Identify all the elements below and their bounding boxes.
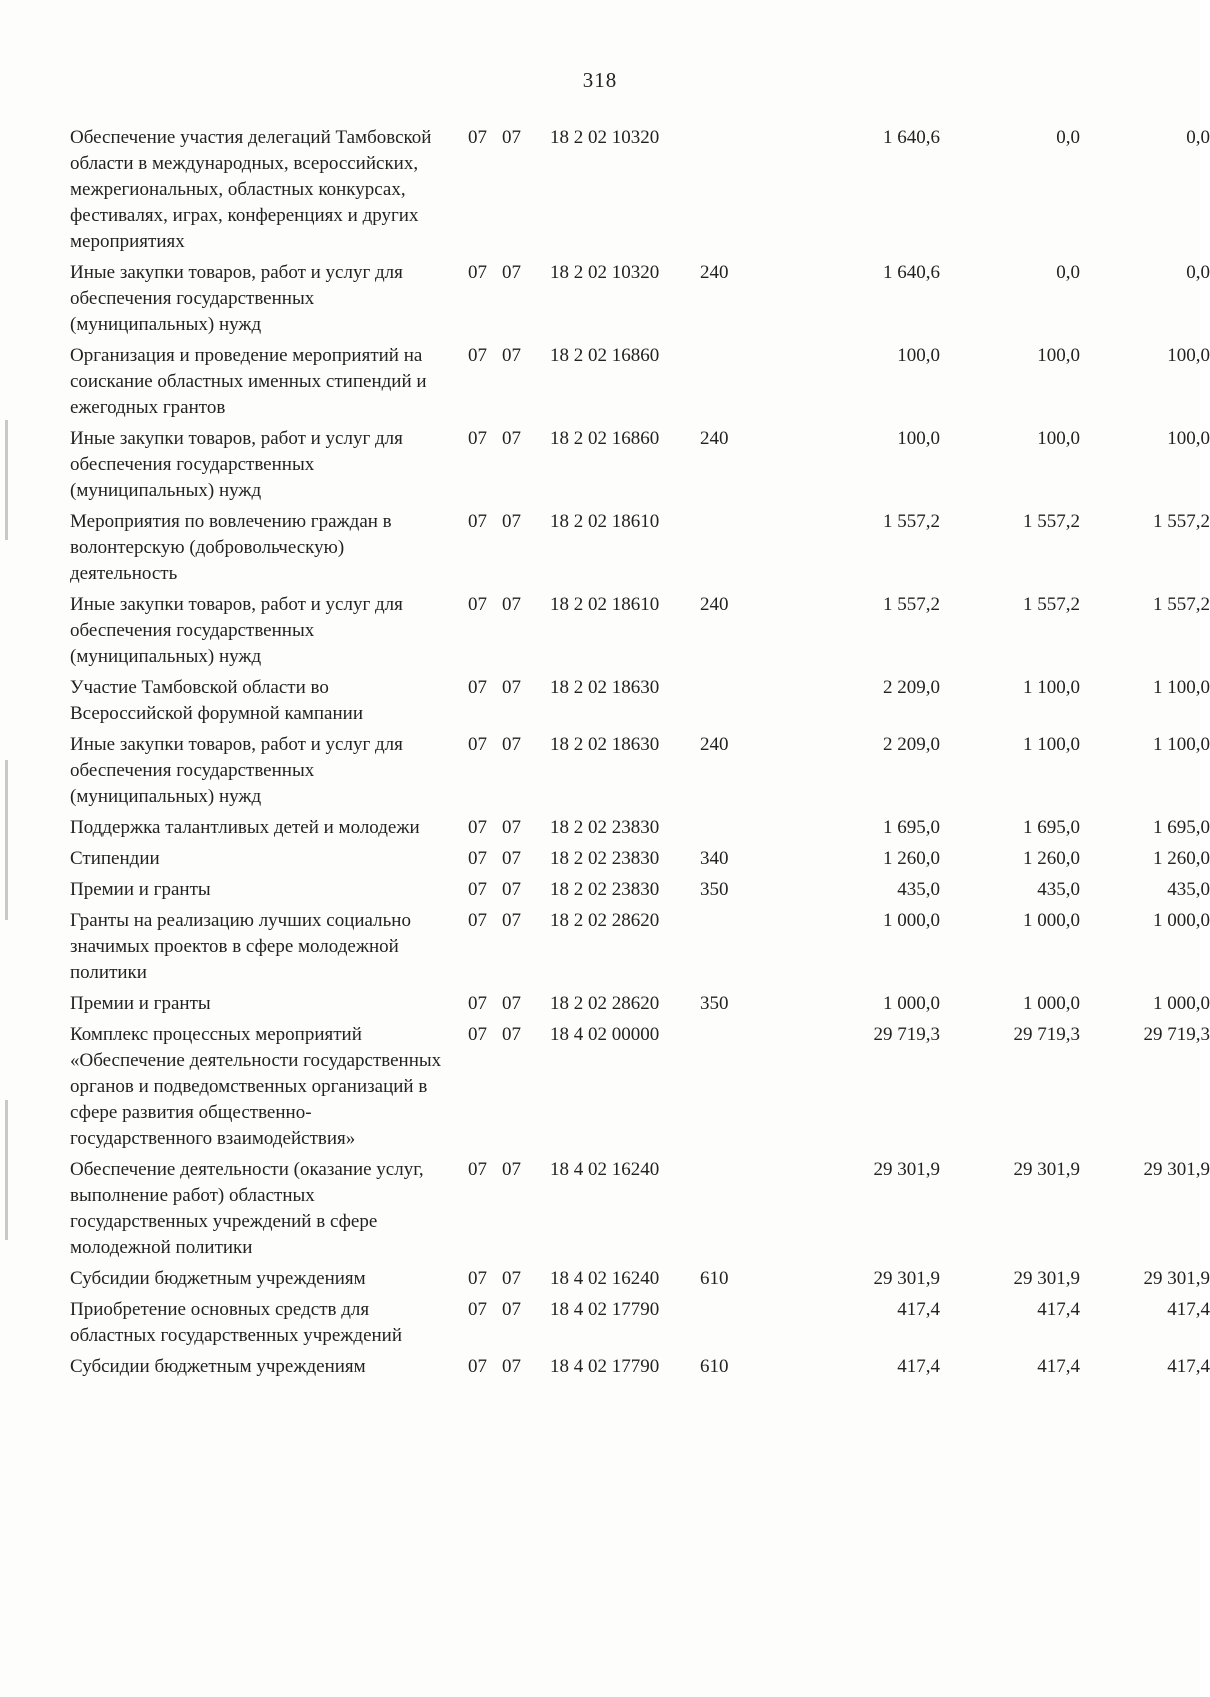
subsection-code: 07 bbox=[502, 677, 521, 698]
amount-year-3: 29 301,9 bbox=[1143, 1159, 1210, 1180]
target-article-code: 18 2 02 18630 bbox=[550, 734, 660, 755]
target-article-code: 18 2 02 23830 bbox=[550, 817, 660, 838]
target-article-code: 18 2 02 18610 bbox=[550, 594, 660, 615]
subsection-code: 07 bbox=[502, 910, 521, 931]
subsection-code: 07 bbox=[502, 428, 521, 449]
amount-year-2: 1 000,0 bbox=[1023, 993, 1080, 1014]
expense-type-code: 240 bbox=[700, 734, 729, 755]
section-code: 07 bbox=[468, 1268, 487, 1289]
amount-year-1: 417,4 bbox=[897, 1299, 940, 1320]
subsection-code: 07 bbox=[502, 1268, 521, 1289]
table-row bbox=[70, 846, 1210, 877]
row-description: Организация и проведение мероприятий на соискание областных именных стипендий и ежегодных грантов bbox=[70, 345, 427, 418]
subsection-code: 07 bbox=[502, 993, 521, 1014]
row-description: Комплекс процессных мероприятий «Обеспечение деятельности государственных органов и подведомственных организаций в сфере развития общественно-государственного взаимодействия» bbox=[70, 1024, 442, 1149]
amount-year-2: 1 260,0 bbox=[1023, 848, 1080, 869]
row-description: Приобретение основных средств для областных государственных учреждений bbox=[70, 1299, 403, 1346]
subsection-code: 07 bbox=[502, 817, 521, 838]
amount-year-3: 1 557,2 bbox=[1153, 511, 1210, 532]
expense-type-code: 240 bbox=[700, 262, 729, 283]
table-row bbox=[70, 1297, 1210, 1354]
section-code: 07 bbox=[468, 511, 487, 532]
target-article-code: 18 2 02 18610 bbox=[550, 511, 660, 532]
expense-type-code: 610 bbox=[700, 1268, 729, 1289]
amount-year-3: 1 000,0 bbox=[1153, 910, 1210, 931]
amount-year-3: 29 719,3 bbox=[1143, 1024, 1210, 1045]
table-row bbox=[70, 592, 1210, 675]
scan-edge-mark bbox=[5, 420, 8, 540]
row-description: Субсидии бюджетным учреждениям bbox=[70, 1268, 366, 1289]
section-code: 07 bbox=[468, 1299, 487, 1320]
amount-year-3: 1 695,0 bbox=[1153, 817, 1210, 838]
amount-year-3: 100,0 bbox=[1167, 345, 1210, 366]
subsection-code: 07 bbox=[502, 879, 521, 900]
section-code: 07 bbox=[468, 262, 487, 283]
amount-year-1: 100,0 bbox=[897, 345, 940, 366]
amount-year-1: 1 695,0 bbox=[883, 817, 940, 838]
amount-year-1: 29 301,9 bbox=[873, 1159, 940, 1180]
section-code: 07 bbox=[468, 127, 487, 148]
scan-edge-mark bbox=[5, 1100, 8, 1240]
target-article-code: 18 2 02 10320 bbox=[550, 127, 660, 148]
row-description: Иные закупки товаров, работ и услуг для обеспечения государственных (муниципальных) нужд bbox=[70, 594, 403, 667]
amount-year-3: 1 100,0 bbox=[1153, 734, 1210, 755]
amount-year-1: 1 557,2 bbox=[883, 594, 940, 615]
table-row bbox=[70, 1354, 1210, 1385]
target-article-code: 18 4 02 16240 bbox=[550, 1268, 660, 1289]
expense-type-code: 350 bbox=[700, 993, 729, 1014]
amount-year-3: 1 557,2 bbox=[1153, 594, 1210, 615]
row-description: Иные закупки товаров, работ и услуг для обеспечения государственных (муниципальных) нужд bbox=[70, 262, 403, 335]
amount-year-2: 417,4 bbox=[1037, 1299, 1080, 1320]
amount-year-3: 417,4 bbox=[1167, 1299, 1210, 1320]
amount-year-2: 1 000,0 bbox=[1023, 910, 1080, 931]
target-article-code: 18 2 02 23830 bbox=[550, 848, 660, 869]
expense-type-code: 340 bbox=[700, 848, 729, 869]
amount-year-3: 417,4 bbox=[1167, 1356, 1210, 1377]
table-row bbox=[70, 908, 1210, 991]
amount-year-2: 1 557,2 bbox=[1023, 511, 1080, 532]
table-row bbox=[70, 343, 1210, 426]
expense-type-code: 610 bbox=[700, 1356, 729, 1377]
amount-year-2: 29 301,9 bbox=[1013, 1268, 1080, 1289]
amount-year-2: 1 695,0 bbox=[1023, 817, 1080, 838]
amount-year-1: 1 000,0 bbox=[883, 910, 940, 931]
amount-year-1: 1 640,6 bbox=[883, 127, 940, 148]
amount-year-2: 100,0 bbox=[1037, 428, 1080, 449]
row-description: Субсидии бюджетным учреждениям bbox=[70, 1356, 366, 1377]
amount-year-3: 1 000,0 bbox=[1153, 993, 1210, 1014]
amount-year-3: 100,0 bbox=[1167, 428, 1210, 449]
page-number: 318 bbox=[582, 68, 618, 92]
table-row bbox=[70, 426, 1210, 509]
amount-year-1: 100,0 bbox=[897, 428, 940, 449]
section-code: 07 bbox=[468, 1024, 487, 1045]
expense-type-code: 240 bbox=[700, 428, 729, 449]
section-code: 07 bbox=[468, 594, 487, 615]
amount-year-2: 0,0 bbox=[1056, 262, 1080, 283]
amount-year-1: 2 209,0 bbox=[883, 677, 940, 698]
section-code: 07 bbox=[468, 879, 487, 900]
table-row bbox=[70, 125, 1210, 260]
table-row bbox=[70, 732, 1210, 815]
table-row bbox=[70, 877, 1210, 908]
amount-year-3: 1 100,0 bbox=[1153, 677, 1210, 698]
amount-year-3: 1 260,0 bbox=[1153, 848, 1210, 869]
section-code: 07 bbox=[468, 910, 487, 931]
subsection-code: 07 bbox=[502, 1024, 521, 1045]
amount-year-1: 1 000,0 bbox=[883, 993, 940, 1014]
amount-year-3: 0,0 bbox=[1186, 262, 1210, 283]
amount-year-1: 1 640,6 bbox=[883, 262, 940, 283]
row-description: Премии и гранты bbox=[70, 993, 211, 1014]
subsection-code: 07 bbox=[502, 345, 521, 366]
target-article-code: 18 4 02 00000 bbox=[550, 1024, 660, 1045]
amount-year-3: 0,0 bbox=[1186, 127, 1210, 148]
expense-type-code: 350 bbox=[700, 879, 729, 900]
amount-year-1: 435,0 bbox=[897, 879, 940, 900]
amount-year-2: 417,4 bbox=[1037, 1356, 1080, 1377]
subsection-code: 07 bbox=[502, 1356, 521, 1377]
row-description: Обеспечение участия делегаций Тамбовской области в международных, всероссийских, межрегиональных, областных конкурсах, фестивалях, играх, конференциях и других мероприятиях bbox=[70, 127, 432, 252]
section-code: 07 bbox=[468, 848, 487, 869]
section-code: 07 bbox=[468, 817, 487, 838]
target-article-code: 18 2 02 23830 bbox=[550, 879, 660, 900]
amount-year-1: 1 260,0 bbox=[883, 848, 940, 869]
table-row bbox=[70, 991, 1210, 1022]
amount-year-2: 100,0 bbox=[1037, 345, 1080, 366]
row-description: Иные закупки товаров, работ и услуг для обеспечения государственных (муниципальных) нужд bbox=[70, 734, 403, 807]
table-row bbox=[70, 1157, 1210, 1266]
amount-year-1: 417,4 bbox=[897, 1356, 940, 1377]
target-article-code: 18 2 02 28620 bbox=[550, 993, 660, 1014]
target-article-code: 18 4 02 17790 bbox=[550, 1356, 660, 1377]
section-code: 07 bbox=[468, 734, 487, 755]
section-code: 07 bbox=[468, 1356, 487, 1377]
scan-edge-mark bbox=[5, 760, 8, 920]
amount-year-2: 1 557,2 bbox=[1023, 594, 1080, 615]
table-row bbox=[70, 1266, 1210, 1297]
table-row bbox=[70, 815, 1210, 846]
amount-year-1: 1 557,2 bbox=[883, 511, 940, 532]
target-article-code: 18 2 02 28620 bbox=[550, 910, 660, 931]
amount-year-3: 29 301,9 bbox=[1143, 1268, 1210, 1289]
subsection-code: 07 bbox=[502, 511, 521, 532]
target-article-code: 18 2 02 10320 bbox=[550, 262, 660, 283]
table-row bbox=[70, 509, 1210, 592]
amount-year-2: 0,0 bbox=[1056, 127, 1080, 148]
subsection-code: 07 bbox=[502, 594, 521, 615]
subsection-code: 07 bbox=[502, 1159, 521, 1180]
subsection-code: 07 bbox=[502, 1299, 521, 1320]
subsection-code: 07 bbox=[502, 127, 521, 148]
row-description: Обеспечение деятельности (оказание услуг, выполнение работ) областных государственных учреждений в сфере молодежной политики bbox=[70, 1159, 424, 1258]
amount-year-2: 1 100,0 bbox=[1023, 734, 1080, 755]
subsection-code: 07 bbox=[502, 262, 521, 283]
row-description: Участие Тамбовской области во Всероссийской форумной кампании bbox=[70, 677, 363, 724]
amount-year-1: 29 301,9 bbox=[873, 1268, 940, 1289]
section-code: 07 bbox=[468, 1159, 487, 1180]
amount-year-2: 29 719,3 bbox=[1013, 1024, 1080, 1045]
table-row bbox=[70, 260, 1210, 343]
target-article-code: 18 2 02 16860 bbox=[550, 345, 660, 366]
target-article-code: 18 4 02 16240 bbox=[550, 1159, 660, 1180]
row-description: Мероприятия по вовлечению граждан в волонтерскую (добровольческую) деятельность bbox=[70, 511, 392, 584]
table-row bbox=[70, 675, 1210, 732]
row-description: Иные закупки товаров, работ и услуг для обеспечения государственных (муниципальных) нужд bbox=[70, 428, 403, 501]
target-article-code: 18 4 02 17790 bbox=[550, 1299, 660, 1320]
amount-year-1: 29 719,3 bbox=[873, 1024, 940, 1045]
subsection-code: 07 bbox=[502, 734, 521, 755]
target-article-code: 18 2 02 16860 bbox=[550, 428, 660, 449]
row-description: Премии и гранты bbox=[70, 879, 211, 900]
row-description: Поддержка талантливых детей и молодежи bbox=[70, 817, 420, 838]
section-code: 07 bbox=[468, 345, 487, 366]
amount-year-2: 29 301,9 bbox=[1013, 1159, 1080, 1180]
target-article-code: 18 2 02 18630 bbox=[550, 677, 660, 698]
section-code: 07 bbox=[468, 993, 487, 1014]
section-code: 07 bbox=[468, 428, 487, 449]
subsection-code: 07 bbox=[502, 848, 521, 869]
budget-table bbox=[70, 125, 1210, 1385]
amount-year-2: 1 100,0 bbox=[1023, 677, 1080, 698]
section-code: 07 bbox=[468, 677, 487, 698]
row-description: Гранты на реализацию лучших социально значимых проектов в сфере молодежной политики bbox=[70, 910, 411, 983]
amount-year-1: 2 209,0 bbox=[883, 734, 940, 755]
amount-year-3: 435,0 bbox=[1167, 879, 1210, 900]
row-description: Стипендии bbox=[70, 848, 160, 869]
table-row bbox=[70, 1022, 1210, 1157]
amount-year-2: 435,0 bbox=[1037, 879, 1080, 900]
expense-type-code: 240 bbox=[700, 594, 729, 615]
